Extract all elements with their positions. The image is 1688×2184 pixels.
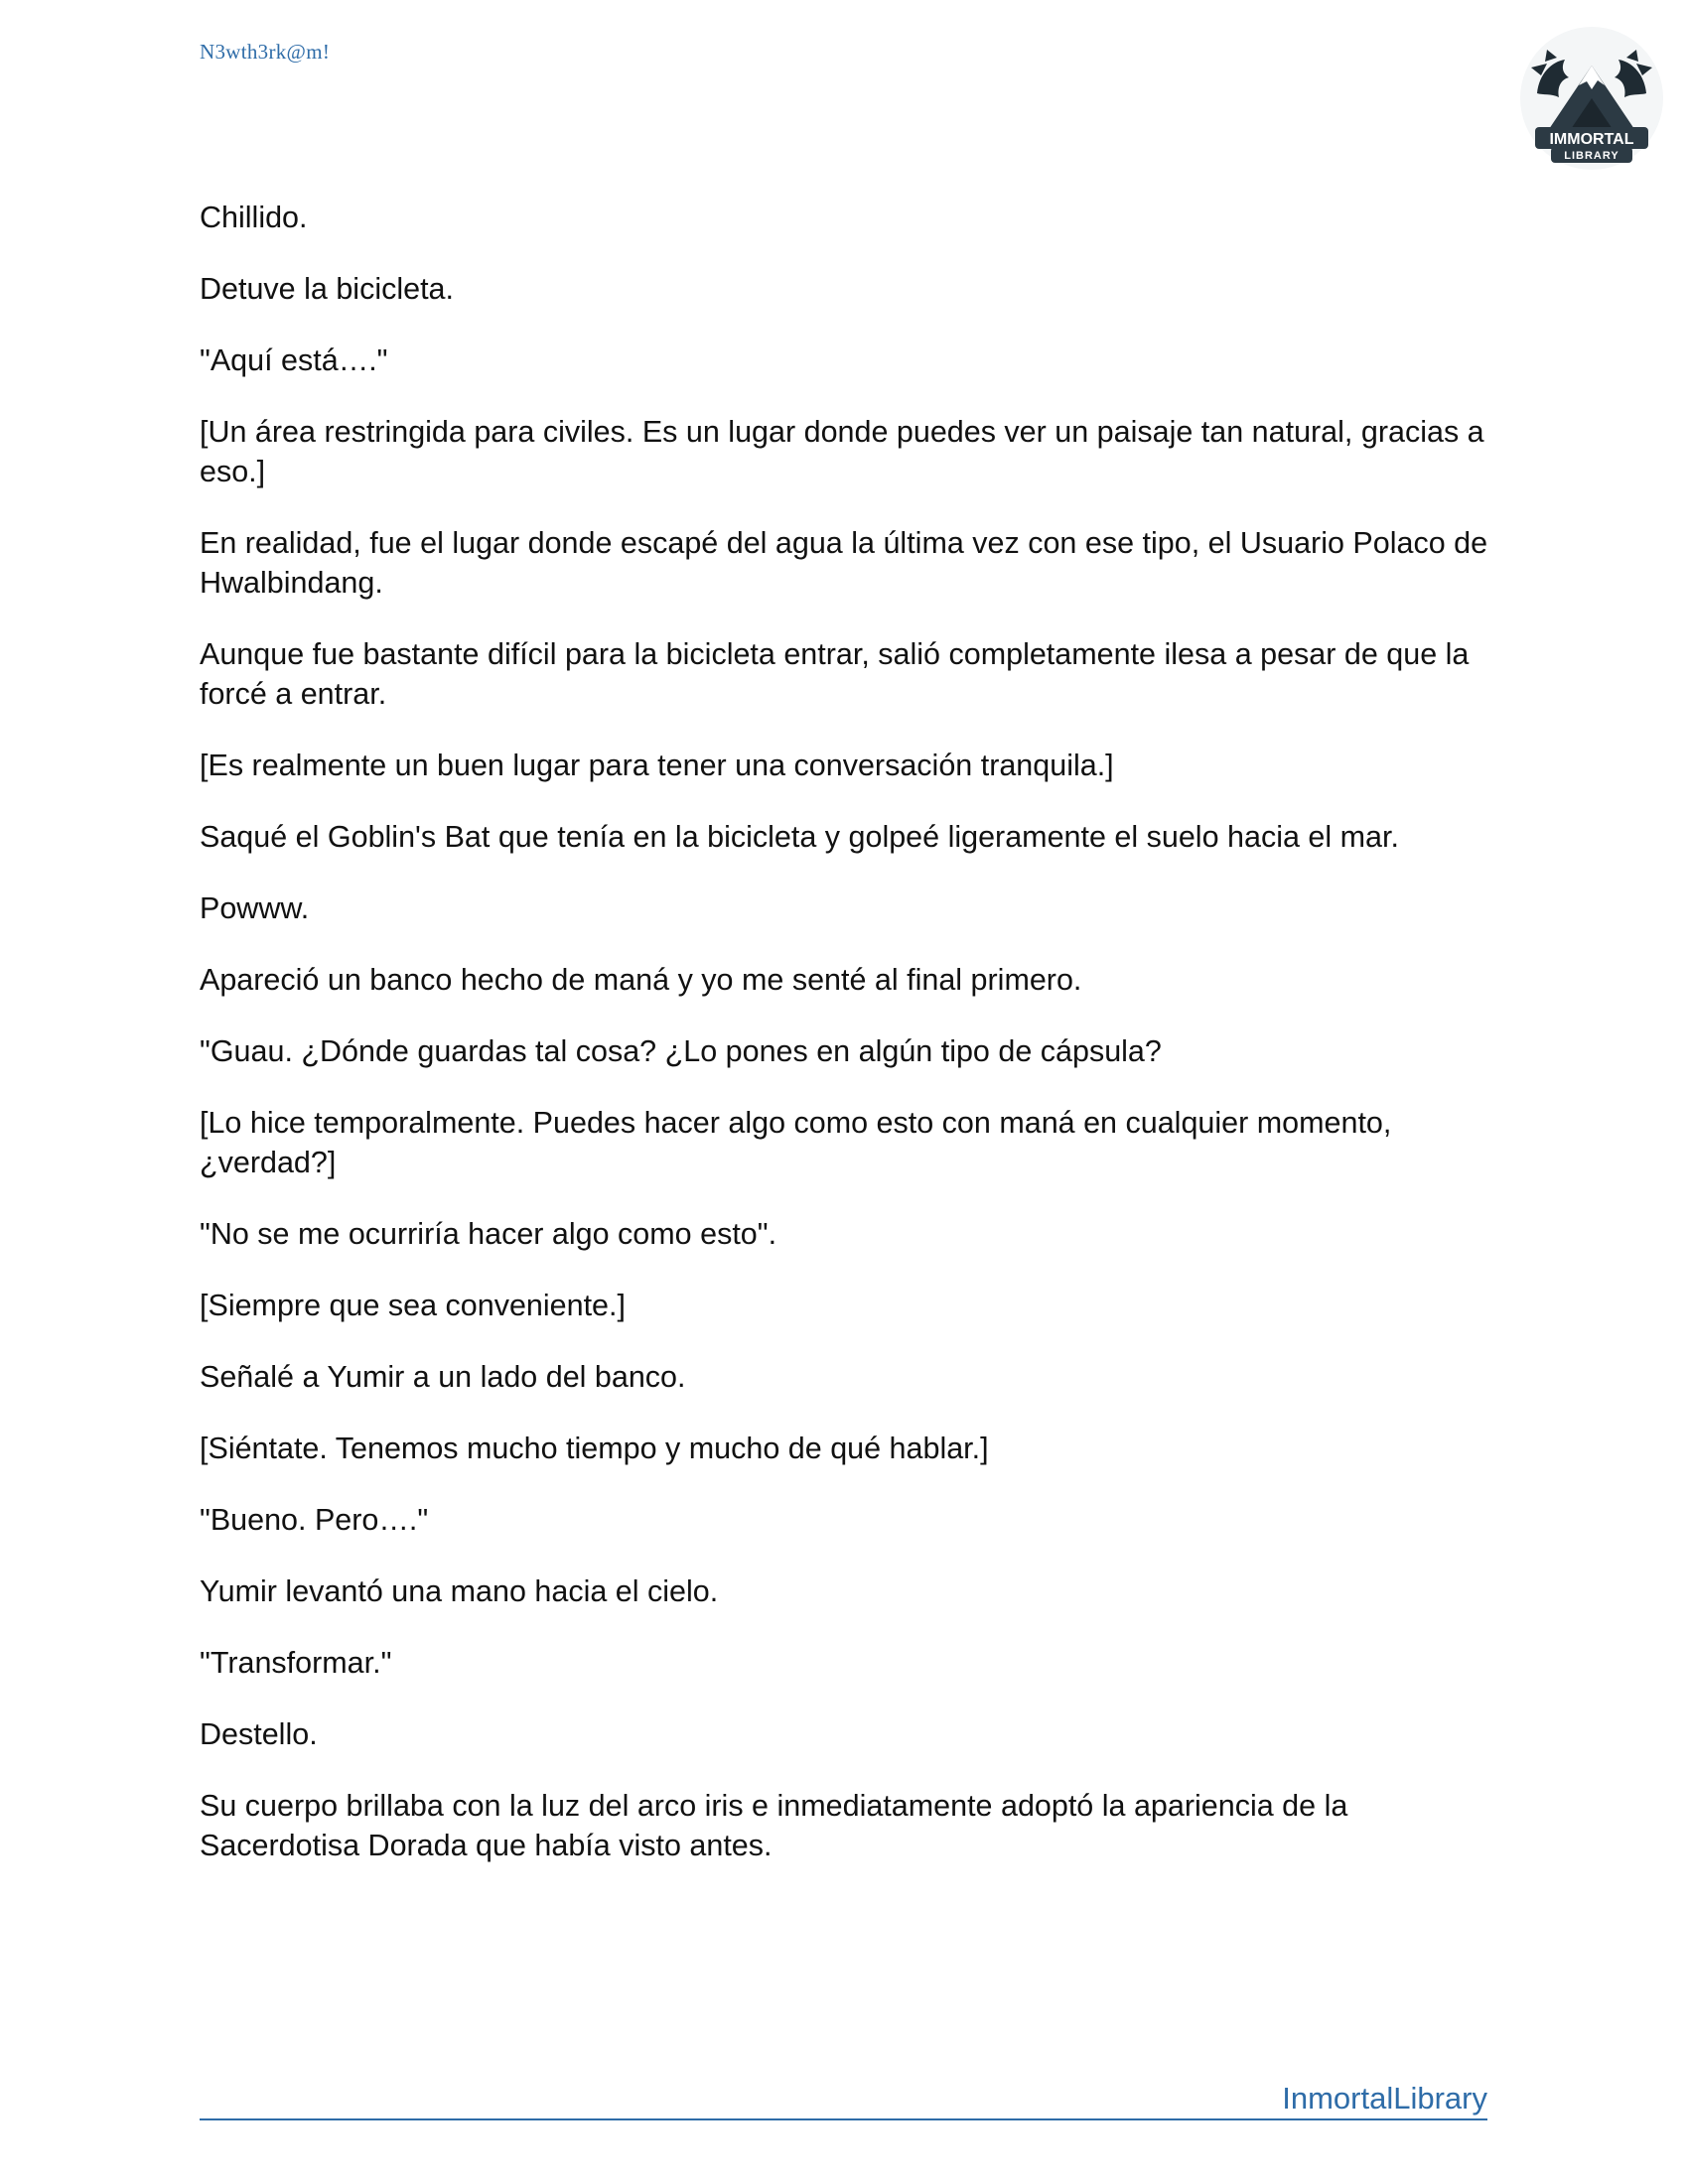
paragraph: [Un área restringida para civiles. Es un lugar donde puedes ver un paisaje tan natural, gracias a eso.]: [200, 415, 1484, 488]
header-watermark-text: N3wth3rk@m!: [200, 40, 331, 64]
paragraph: "Bueno. Pero….": [200, 1503, 429, 1537]
logo-text-line2: LIBRARY: [1564, 150, 1619, 162]
paragraph: "Transformar.": [200, 1646, 392, 1680]
document-body: [200, 198, 1490, 1897]
footer-link-bar: [200, 2079, 1487, 2120]
paragraph: [Es realmente un buen lugar para tener una conversación tranquila.]: [200, 749, 1114, 782]
paragraph: [Siéntate. Tenemos mucho tiempo y mucho de qué hablar.]: [200, 1432, 989, 1465]
paragraph: [Lo hice temporalmente. Puedes hacer algo como esto con maná en cualquier momento, ¿verdad?]: [200, 1106, 1392, 1179]
paragraph: "Guau. ¿Dónde guardas tal cosa? ¿Lo pones en algún tipo de cápsula?: [200, 1034, 1162, 1068]
paragraph: Detuve la bicicleta.: [200, 272, 454, 306]
paragraph: Aunque fue bastante difícil para la bicicleta entrar, salió completamente ilesa a pesar de que la forcé a entrar.: [200, 637, 1470, 711]
paragraph: Powww.: [200, 891, 310, 925]
paragraph: [Siempre que sea conveniente.]: [200, 1289, 626, 1322]
paragraph: "Aquí está….": [200, 343, 388, 377]
paragraph: Yumir levantó una mano hacia el cielo.: [200, 1574, 719, 1608]
footer-link[interactable]: InmortalLibrary: [1282, 2081, 1487, 2116]
paragraph: En realidad, fue el lugar donde escapé del agua la última vez con ese tipo, el Usuario Polaco de Hwalbindang.: [200, 526, 1488, 600]
immortal-library-logo: [1517, 24, 1666, 173]
logo-text-line1: IMMORTAL: [1549, 131, 1634, 148]
paragraph: Chillido.: [200, 201, 308, 234]
paragraph: Destello.: [200, 1717, 318, 1751]
logo-emblem: [1517, 24, 1666, 173]
paragraph: Señalé a Yumir a un lado del banco.: [200, 1360, 686, 1394]
paragraph: Saqué el Goblin's Bat que tenía en la bicicleta y golpeé ligeramente el suelo hacia el mar.: [200, 820, 1399, 854]
paragraph: "No se me ocurriría hacer algo como esto".: [200, 1217, 777, 1251]
paragraph: Su cuerpo brillaba con la luz del arco iris e inmediatamente adoptó la apariencia de la Sacerdotisa Dorada que había visto antes.: [200, 1789, 1348, 1862]
paragraph: Apareció un banco hecho de maná y yo me senté al final primero.: [200, 963, 1082, 997]
